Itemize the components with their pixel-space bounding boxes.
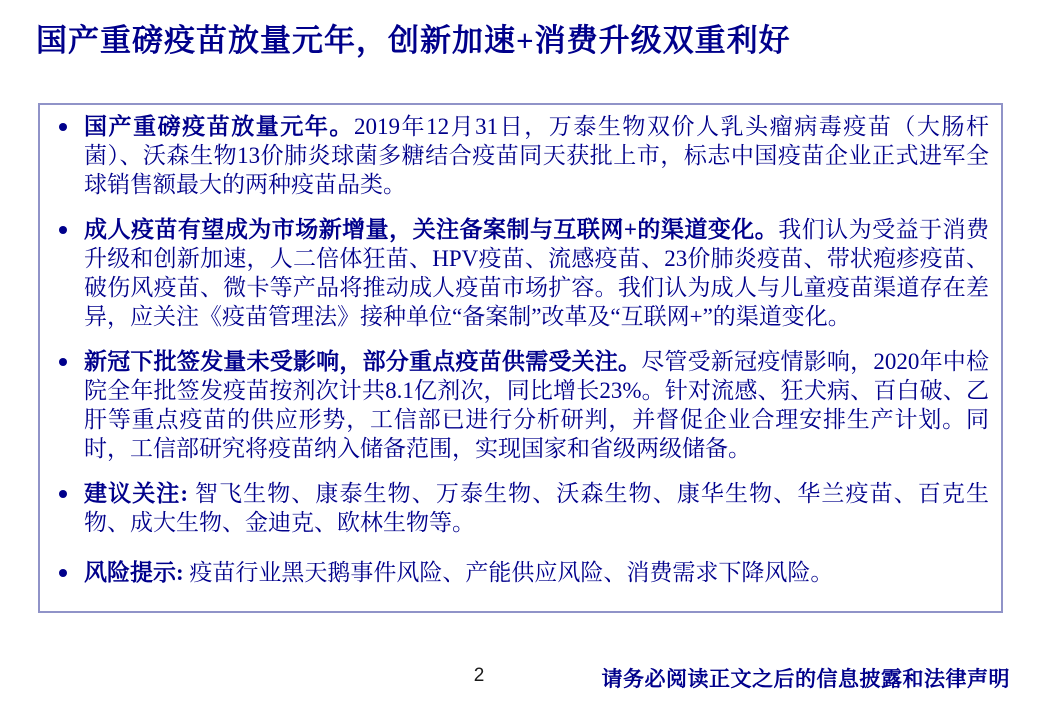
bullet-body: 我们认为受益于消费升级和创新加速，人二倍体狂苗、HPV疫苗、流感疫苗、23价肺炎疫苗、带状疱疹疫苗、破伤风疫苗、微卡等产品将推动成人疫苗市场扩容。我们认为成人与儿童疫苗渠道存在差异，应关注《疫苗管理法》接种单位“备案制”改革及“互联网+”的渠道变化。 <box>84 217 990 329</box>
bullet-lead: 国产重磅疫苗放量元年。 <box>84 114 354 139</box>
bullet-lead: 建议关注: <box>84 481 195 506</box>
bullet-icon <box>59 569 67 577</box>
bullet-lead: 新冠下批签发量未受影响，部分重点疫苗供需受关注。 <box>84 349 642 374</box>
summary-box <box>38 103 1003 613</box>
bullet-body: 尽管受新冠疫情影响，2020年中检院全年批签发疫苗按剂次计共8.1亿剂次，同比增长23%。针对流感、狂犬病、百白破、乙肝等重点疫苗的供应形势，工信部已进行分析研判，并督促企业合理安排生产计划。同时，工信部研究将疫苗纳入储备范围，实现国家和省级两级储备。 <box>84 349 990 461</box>
bullet-item-batch-issuance <box>40 347 989 463</box>
bullet-item-adult-vaccine <box>40 215 989 331</box>
bullet-item-recommendations <box>40 479 989 537</box>
bullet-icon <box>59 123 67 131</box>
bullet-item-risk-warning <box>40 558 989 587</box>
footer-disclaimer: 请务必阅读正文之后的信息披露和法律声明 <box>601 667 1010 691</box>
bullet-lead: 风险提示: <box>84 560 190 585</box>
bullet-icon <box>59 358 67 366</box>
bullet-icon <box>59 226 67 234</box>
page-number: 2 <box>473 665 485 686</box>
bullet-icon <box>59 490 67 498</box>
bullet-item-domestic-vaccine <box>40 112 989 199</box>
bullet-body: 2019年12月31日，万泰生物双价人乳头瘤病毒疫苗（大肠杆菌）、沃森生物13价肺炎球菌多糖结合疫苗同天获批上市，标志中国疫苗企业正式进军全球销售额最大的两种疫苗品类。 <box>84 114 990 197</box>
bullet-lead: 成人疫苗有望成为市场新增量，关注备案制与互联网+的渠道变化。 <box>84 217 779 242</box>
bullet-list <box>40 112 989 587</box>
page-title: 国产重磅疫苗放量元年，创新加速+消费升级双重利好 <box>36 23 791 58</box>
bullet-body: 智飞生物、康泰生物、万泰生物、沃森生物、康华生物、华兰疫苗、百克生物、成大生物、金迪克、欧林生物等。 <box>84 481 990 535</box>
bullet-body: 疫苗行业黑天鹅事件风险、产能供应风险、消费需求下降风险。 <box>189 560 834 585</box>
